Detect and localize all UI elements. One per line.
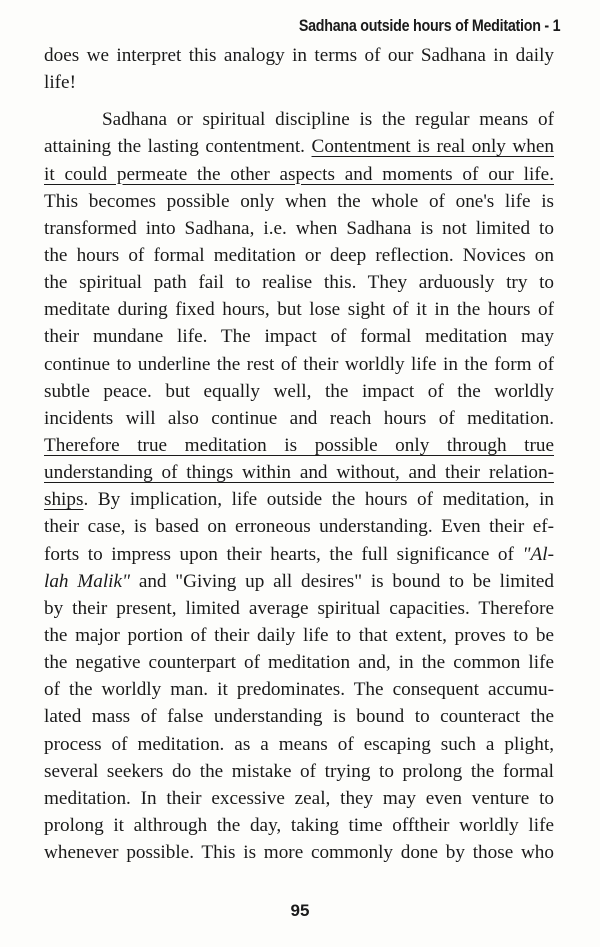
- text-line: process of meditation. as a means of escaping such a plight,: [44, 733, 554, 755]
- italic-phrase: "Al-: [522, 543, 554, 565]
- text-line: their case, is based on erroneous understanding. Even their ef-: [44, 516, 554, 538]
- text-line: the major portion of their daily life to that extent, proves to be: [44, 624, 554, 646]
- underlined-passage: it could permeate the other aspects and moments of our life.: [44, 163, 554, 185]
- body-text: [44, 42, 554, 866]
- text-line: This becomes possible only when the whole of one's life is: [44, 190, 554, 212]
- underlined-passage: Therefore true meditation is possible only through true: [44, 434, 554, 456]
- text-line: [44, 133, 554, 160]
- text-line: meditate during fixed hours, but lose sight of it in the hours of: [44, 299, 554, 321]
- text-line: lated mass of false understanding is bound to counteract the: [44, 706, 554, 728]
- text-line: does we interpret this analogy in terms of our Sadhana in daily: [44, 45, 554, 66]
- text-line: meditation. In their excessive zeal, they may even venture to: [44, 787, 554, 809]
- text-line: by their present, limited average spiritual capacities. Therefore: [44, 597, 554, 619]
- text-line: Sadhana or spiritual discipline is the regular means of: [102, 109, 554, 131]
- text-line: incidents will also continue and reach hours of meditation.: [44, 407, 554, 429]
- text-line: the hours of formal meditation or deep reflection. Novices on: [44, 244, 554, 266]
- page-number: 95: [290, 901, 310, 920]
- text-line: [44, 568, 554, 595]
- text-line: [44, 541, 554, 568]
- running-head: Sadhana outside hours of Meditation - 1: [298, 16, 560, 35]
- text-line: transformed into Sadhana, i.e. when Sadhana is not limited to: [44, 217, 554, 239]
- text-line: life!: [44, 72, 76, 94]
- text-line: whenever possible. This is more commonly done by those who: [44, 842, 554, 864]
- text-run: . By implication, life outside the hours of meditation, in: [83, 489, 554, 511]
- underlined-passage: understanding of things within and without, and their relation-: [44, 462, 554, 484]
- text-run: attaining the lasting contentment.: [44, 136, 312, 158]
- text-line: [44, 486, 554, 513]
- underlined-passage: ships: [44, 489, 84, 511]
- text-line: the spiritual path fail to realise this. They arduously try to: [44, 272, 554, 294]
- text-line: subtle peace. but equally well, the impact of the worldly: [44, 380, 554, 402]
- text-run: forts to impress upon their hearts, the full significance of: [44, 543, 523, 565]
- text-line: the negative counterpart of meditation and, in the common life: [44, 652, 554, 674]
- text-line: their mundane life. The impact of formal meditation may: [44, 326, 554, 348]
- italic-phrase: lah Malik": [44, 570, 131, 592]
- text-line: several seekers do the mistake of trying to prolong the formal: [44, 760, 554, 782]
- underlined-passage: Contentment is real only when: [311, 136, 554, 158]
- text-run: and "Giving up all desires" is bound to be limited: [130, 570, 554, 592]
- text-line: continue to underline the rest of their worldly life in the form of: [44, 353, 554, 375]
- text-line: of the worldly man. it predominates. The consequent accumu-: [44, 679, 554, 701]
- text-line: prolong it althrough the day, taking time offtheir worldly life: [44, 814, 554, 836]
- paragraph-break: [44, 96, 554, 106]
